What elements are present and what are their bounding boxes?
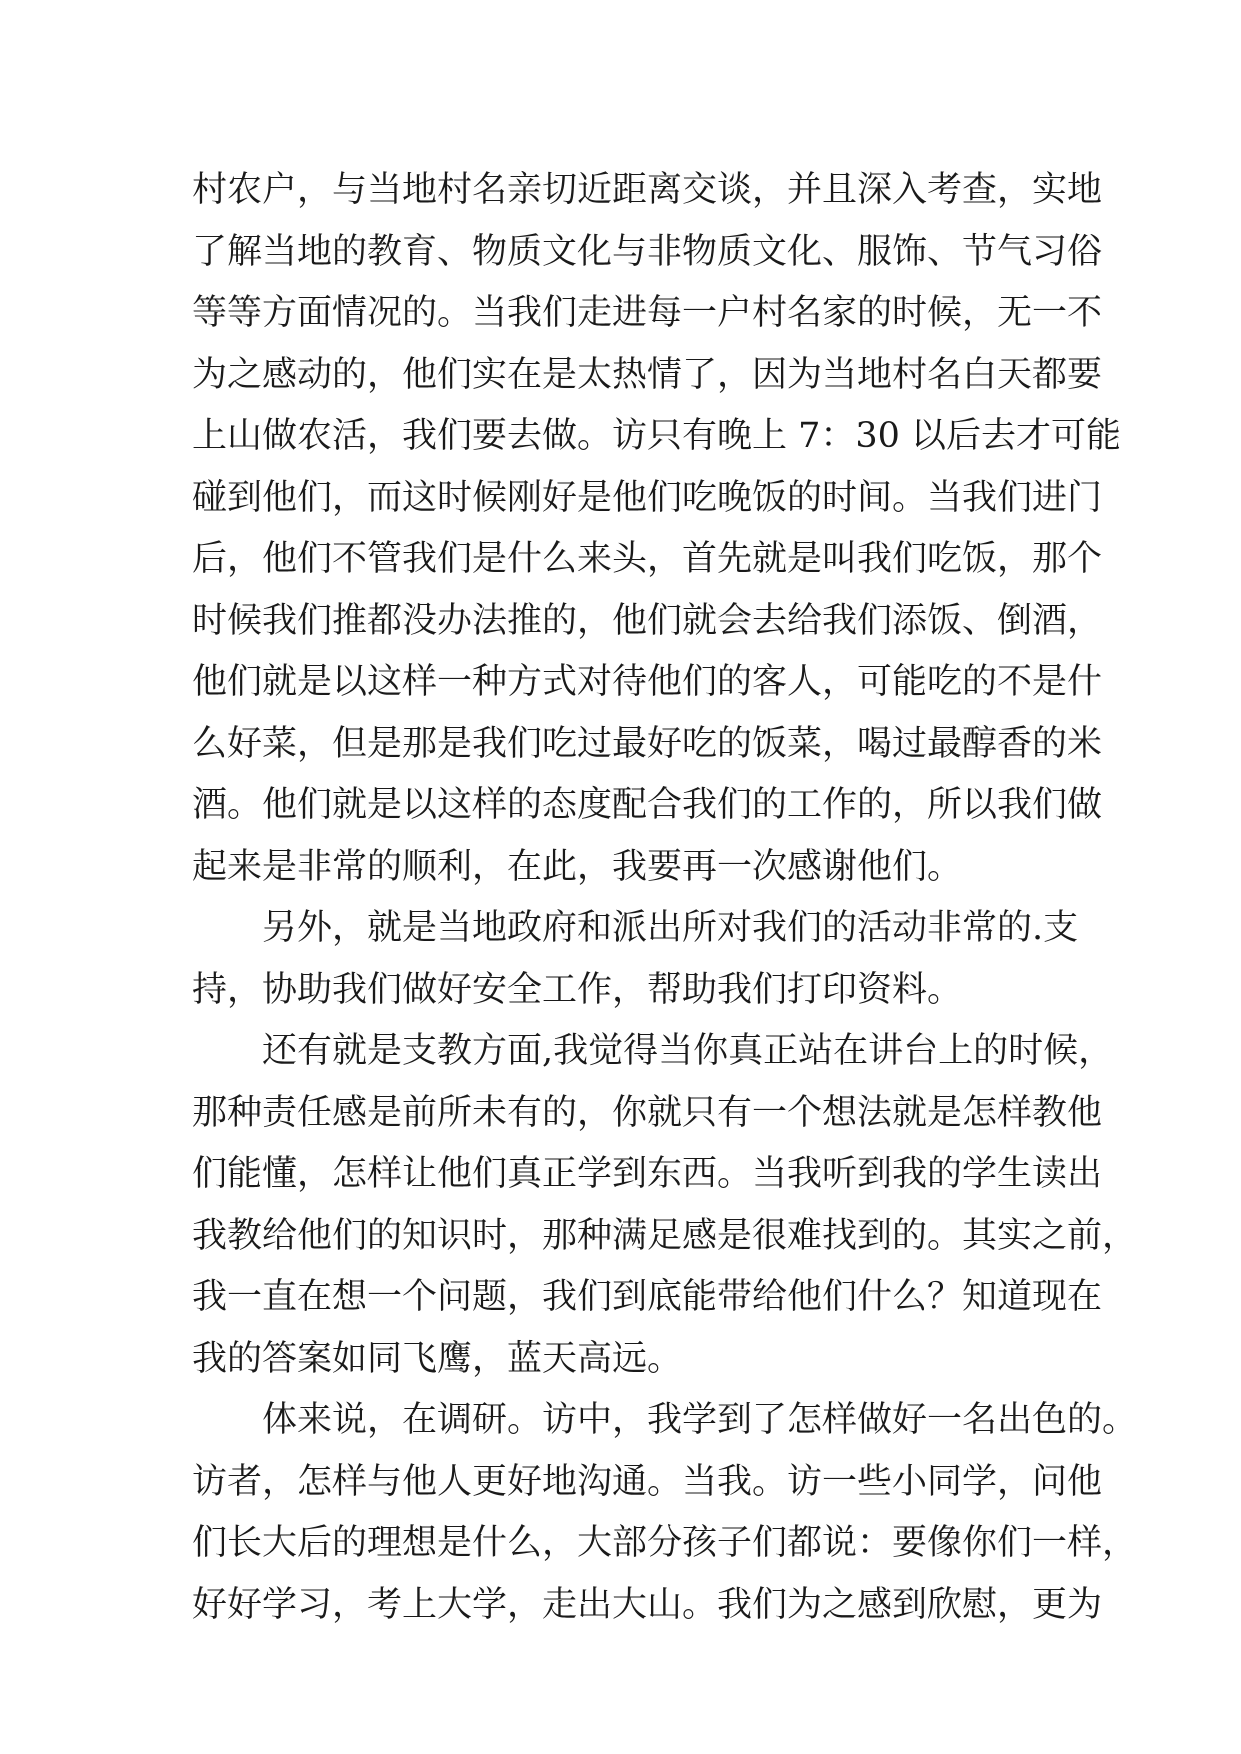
paragraph-2 [192, 898, 1079, 1021]
text-line: 村农户，与当地村名亲切近距离交谈，并且深入考查，实地 [192, 170, 1103, 210]
text-line: 等等方面情况的。当我们走进每一户村名家的时候，无一不 [192, 293, 1103, 333]
text-line: 那种责任感是前所未有的，你就只有一个想法就是怎样教他 [192, 1092, 1103, 1133]
text-line: 我教给他们的知识时，那种满足感是很难找到的。其实之前， [192, 1215, 1138, 1256]
document-body [192, 160, 1138, 1636]
text-line: 酒。他们就是以这样的态度配合我们的工作的，所以我们做 [192, 785, 1103, 825]
text-line: 们能懂，怎样让他们真正学到东西。当我听到我的学生读出 [192, 1154, 1103, 1194]
text-line: 起来是非常的顺利，在此，我要再一次感谢他们。 [192, 846, 963, 887]
text-line: 持，协助我们做好安全工作，帮助我们打印资料。 [192, 969, 963, 1010]
paragraph-1 [192, 160, 1122, 898]
text-line: 为之感动的，他们实在是太热情了，因为当地村名白天都要 [192, 354, 1103, 395]
text-line: 后，他们不管我们是什么来头，首先就是叫我们吃饭，那个 [192, 539, 1103, 579]
paragraph-3 [192, 1021, 1138, 1390]
text-line: 我一直在想一个问题，我们到底能带给他们什么？知道现在 [192, 1277, 1103, 1317]
text-line: 体来说，在调研。访中，我学到了怎样做好一名出色的。 [262, 1400, 1138, 1440]
text-line: 访者，怎样与他人更好地沟通。当我。访一些小同学，问他 [192, 1461, 1103, 1502]
text-line: 了解当地的教育、物质文化与非物质文化、服饰、节气习俗 [192, 231, 1103, 272]
text-line: 还有就是支教方面,我觉得当你真正站在讲台上的时候， [262, 1031, 1114, 1071]
text-line: 们长大后的理想是什么，大部分孩子们都说：要像你们一样， [192, 1523, 1138, 1563]
text-line: 时候我们推都没办法推的，他们就会去给我们添饭、倒酒， [192, 600, 1103, 641]
paragraph-4 [192, 1390, 1138, 1636]
text-line: 上山做农活，我们要去做。访只有晚上 7：30 以后去才可能 [192, 416, 1122, 456]
text-line: 他们就是以这样一种方式对待他们的客人，可能吃的不是什 [192, 662, 1103, 702]
text-line: 么好菜，但是那是我们吃过最好吃的饭菜，喝过最醇香的米 [192, 723, 1103, 764]
text-line: 碰到他们，而这时候刚好是他们吃晚饭的时间。当我们进门 [192, 477, 1103, 518]
text-line: 另外，就是当地政府和派出所对我们的活动非常的.支 [262, 908, 1079, 948]
text-line: 我的答案如同飞鹰，蓝天高远。 [192, 1338, 683, 1379]
text-line: 好好学习，考上大学，走出大山。我们为之感到欣慰，更为 [192, 1584, 1103, 1625]
